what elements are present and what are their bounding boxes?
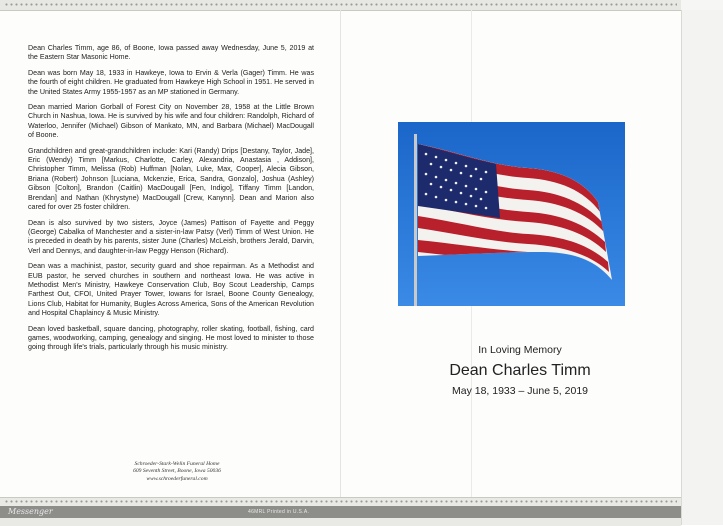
obituary-paragraph-6: Dean was a machinist, pastor, security guard and shoe repairman. As a Methodist and EUB pastor, he served churches in southern and northeast Iowa. He was active in Methodist Men's Ministry, Hawkeye Conservation Club, Boy Scout Leadership, Camps Farthest Out, CFOI, United Prayer Tower, Iowans for Israel, Boone County Genealogy, Lions Club, Habitat for Humanity, Bugles Across America, Sons of the American Revolution and Hospital Chaplaincy & Music Ministry.	[28, 262, 314, 318]
flag-pole	[414, 134, 417, 306]
print-code: 46MRL Printed in U.S.A.	[248, 509, 310, 515]
obituary-text	[28, 44, 314, 359]
funeral-home-info	[100, 461, 254, 483]
funeral-home-address: 609 Seventh Street, Boone, Iowa 50036	[133, 468, 221, 475]
fold-line	[340, 10, 341, 497]
obituary-paragraph-1: Dean Charles Timm, age 86, of Boone, Iowa passed away Wednesday, June 5, 2019 at the Eastern Star Masonic Home.	[28, 44, 314, 62]
obituary-paragraph-7: Dean loved basketball, square dancing, photography, roller skating, football, fishing, card games, woodworking, camping, genealogy and singing. He most loved to minister to those going through life's trials, particularly through his music ministry.	[28, 324, 314, 352]
memorial-heading: In Loving Memory	[478, 344, 562, 356]
obituary-paragraph-3: Dean married Marion Gorball of Forest City on November 28, 1958 at the Little Brown Church in Nashua, Iowa. He is survived by his wife and four children: Randolph, Richard of Waterloo, Jennifer (Michael) Gibson of Mankato, MN, and Barbara (Michael) MacDougall of Boone.	[28, 103, 314, 140]
bottom-border	[0, 497, 681, 526]
obituary-paragraph-5: Dean is also survived by two sisters, Joyce (James) Pattison of Fayette and Peggy (George) Cabalka of Manchester and a sister-in-law Patsy (Verl) Timm of West Union. He is preceded in death by his parents, sister June (Charles) McLeish, brothers Jerald, Darvin, Verl and Dennys, and daughter-in-law Peggy Henson (Richard).	[28, 218, 314, 255]
footer-bar	[0, 506, 681, 518]
paper-edge	[681, 10, 723, 525]
memorial-dates: May 18, 1933 – June 5, 2019	[451, 385, 589, 397]
obituary-paragraph-2: Dean was born May 18, 1933 in Hawkeye, Iowa to Ervin & Verla (Gager) Timm. He was the fourth of eight children. He graduated from Hawkeye High School in 1951. He served in the United States Army 1955-1957 as an MP stationed in Germany.	[28, 68, 314, 96]
funeral-home-website: www.schroederfuneral.com	[146, 475, 208, 482]
american-flag-photo	[398, 122, 625, 306]
memorial-name: Dean Charles Timm	[449, 362, 591, 379]
obituary-paragraph-4: Grandchildren and great-grandchildren include: Kari (Randy) Drips [Destany, Taylor, Jade], Eric (Wendy) Timm [Markus, Charlotte, Carley, Alexandria, Anastasia , Addison], Christopher Timm, Melissa (Rob) Huffman [Nolan, Luke, Max, Cooper], Alecia Gibson, Briana (Robert) Johnson [Luciana, Mckenzie, Erica, Sandra, Gonzalo], Joshua (Ashley) Gibson [Colton], Brandon (Caitlin) MacDougall [Fen, Indigo], Tiffany Timm [Landon, Brendan] and Nathan (Khrystyne) MacDougall [Crew, Kanynn]. Dean and Marion also cared for over 25 foster children.	[28, 146, 314, 212]
funeral-home-name: Schroeder-Stark-Welin Funeral Home	[134, 461, 220, 467]
brand-mark: Messenger	[8, 507, 53, 516]
